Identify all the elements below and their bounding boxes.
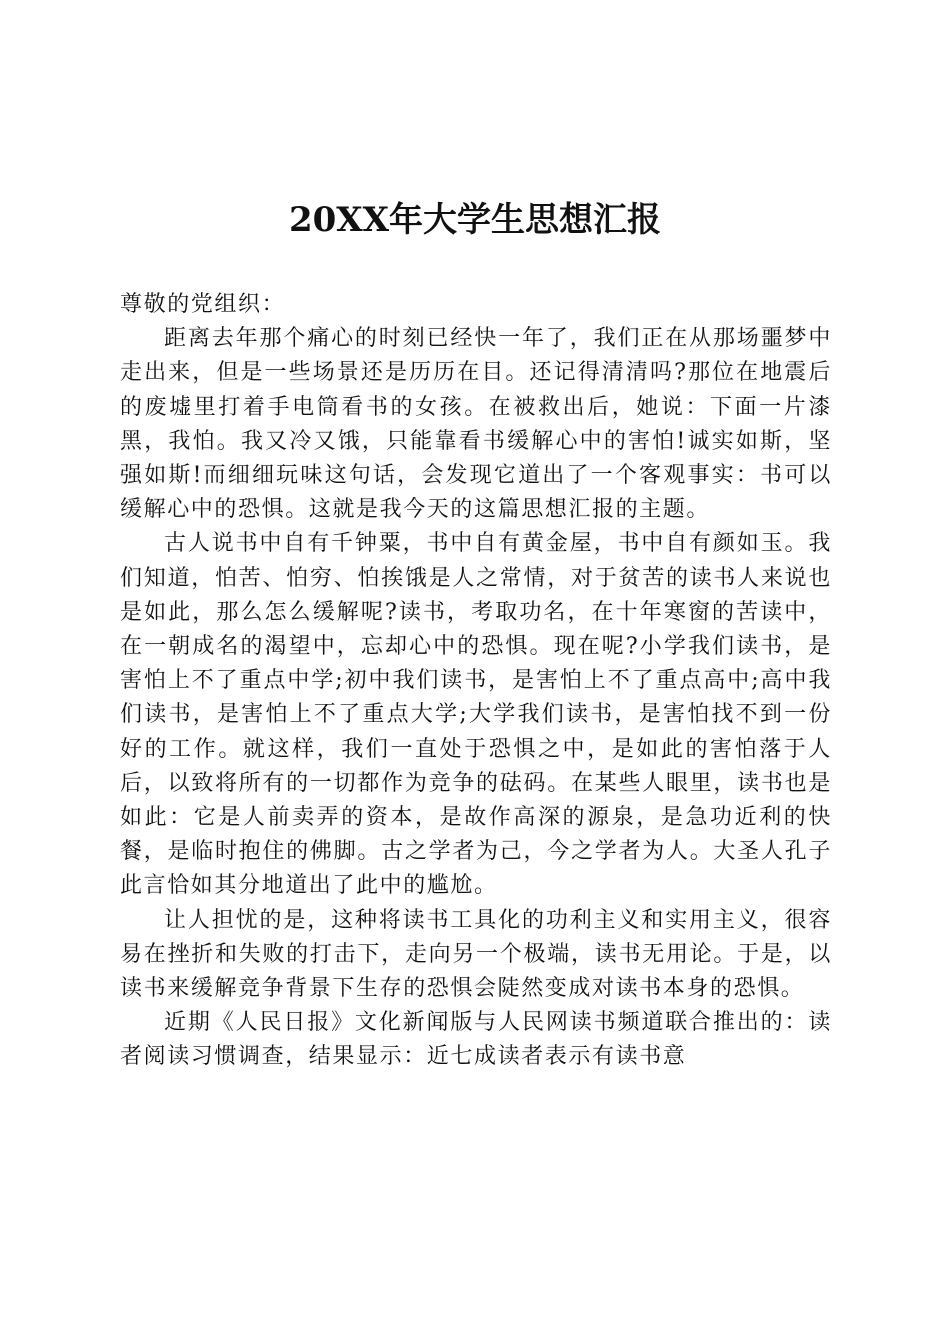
paragraph-4: 近期《人民日报》文化新闻版与人民网读书频道联合推出的：读者阅读习惯调查，结果显示：近七成读者表示有读书意 [120,1010,832,1070]
paragraph-2: 古人说书中自有千钟粟，书中自有黄金屋，书中自有颜如玉。我们知道，怕苦、怕穷、怕挨饿是人之常情，对于贫苦的读书人来说也是如此，那么怎么缓解呢?读书，考取功名，在十年寒窗的苦读中，在一朝成名的渴望中，忘却心中的恐惧。现在呢?小学我们读书，是害怕上不了重点中学;初中我们读书，是害怕上不了重点高中;高中我们读书，是害怕上不了重点大学;大学我们读书，是害怕找不到一份好的工作。就这样，我们一直处于恐惧之中，是如此的害怕落于人后，以致将所有的一切都作为竞争的砝码。在某些人眼里，读书也是如此：它是人前卖弄的资本，是故作高深的源泉，是急功近利的快餐，是临时抱住的佛脚。古之学者为己，今之学者为人。大圣人孔子此言恰如其分地道出了此中的尴尬。 [120,531,832,899]
document-body [120,288,832,1075]
document-title: 20XX年大学生思想汇报 [288,200,662,240]
paragraph-1: 距离去年那个痛心的时刻已经快一年了，我们正在从那场噩梦中走出来，但是一些场景还是历历在目。还记得清清吗?那位在地震后的废墟里打着手电筒看书的女孩。在被救出后，她说：下面一片漆黑，我怕。我又冷又饿，只能靠看书缓解心中的害怕!诚实如斯，坚强如斯!而细细玩味这句话，会发现它道出了一个客观事实：书可以缓解心中的恐惧。这就是我今天的这篇思想汇报的主题。 [120,326,832,523]
salutation: 尊敬的党组织： [120,292,286,317]
paragraph-3: 让人担忧的是，这种将读书工具化的功利主义和实用主义，很容易在挫折和失败的打击下，走向另一个极端，读书无用论。于是，以读书来缓解竞争背景下生存的恐惧会陡然变成对读书本身的恐惧。 [120,907,832,1002]
